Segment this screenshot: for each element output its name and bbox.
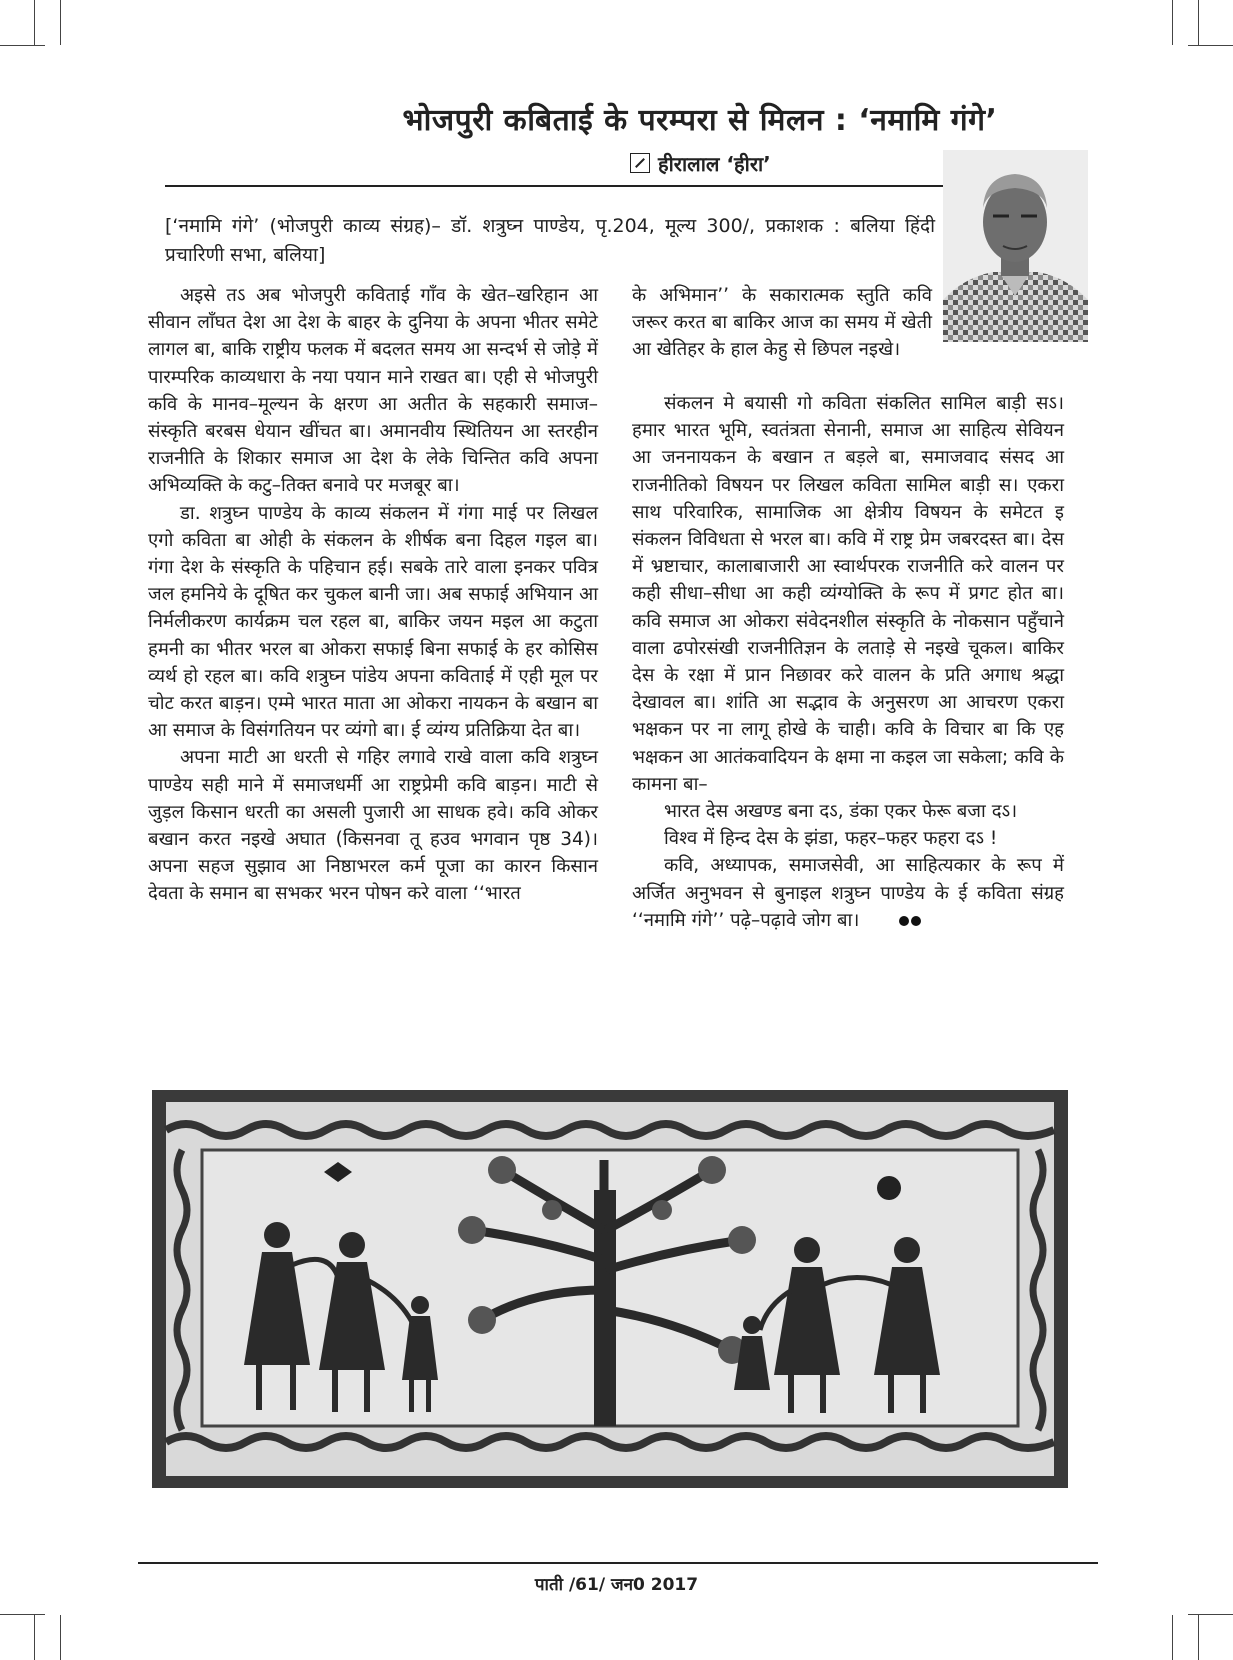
paragraph: अपना माटी आ धरती से गहिर लगावे राखे वाला कवि शत्रुघ्न पाण्डेय सही माने में समाजधर्मी आ राष्ट्रप्रेमी कवि बाड़न। माटी से जुड़ल किसान धरती का असली पुजारी आ साधक हवे। कवि ओकर बखान करत नइखे अघात (किसनवा तू हउव भगवान पृष्ठ 34)। अपना सहज सुझाव आ निष्ठाभरल कर्म पूजा का कारन किसान देवता के समान बा सभकर भरन पोषन करे वाला ‘‘भारत (148, 747, 598, 905)
page-footer: पाती /61/ जन0 2017 (534, 1575, 699, 1595)
crop-mark (0, 1614, 45, 1615)
column-left (148, 282, 598, 908)
crop-mark (1172, 0, 1173, 45)
closing-paragraph: कवि, अध्यापक, समाजसेवी, आ साहित्यकार के रूप में अर्जित अनुभवन से बुनाइल शत्रुघ्न पाण्डेय के ई कविता संग्रह ‘‘नमामि गंगे’’ पढ़े–पढ़ावे जोग बा। (632, 855, 1064, 931)
crop-mark (34, 1615, 35, 1660)
crop-mark (1188, 1614, 1233, 1615)
paragraph: डा. शत्रुघ्न पाण्डेय के काव्य संकलन में गंगा माई पर लिखल एगो कविता बा ओही के संकलन के शीर्षक बना दिहल गइल बा। गंगा देश के संस्कृति के पहिचान हई। सबके तारे वाला इनकर पवित्र जल हमनिये के दूषित कर चुकल बानी जा। अब सफाई अभियान आ निर्मलीकरण कार्यक्रम चल रहल बा, बाकिर जयन मइल आ कटुता हमनी का भीतर भरल बा ओकरा सफाई बिना सफाई के हर कोसिस व्यर्थ हो रहल बा। कवि शत्रुघ्न पांडेय अपना कविताई में एही मूल पर चोट करत बाड़न। एम्मे भारत माता आ ओकरा नायकन के बखान बा आ समाज के विसंगतियन पर व्यंगो बा। ई व्यंग्य प्रतिक्रिया देत बा। (148, 502, 598, 742)
pen-icon (630, 153, 650, 173)
verse-line: विश्व में हिन्द देस के झंडा, फहर–फहर फहरा दऽ ! (664, 828, 998, 850)
crop-mark (1198, 1615, 1199, 1660)
author-byline (630, 150, 771, 177)
end-mark (865, 907, 921, 934)
crop-mark (1198, 0, 1199, 45)
crop-mark (0, 45, 45, 46)
crop-mark (1172, 1615, 1173, 1660)
article-title: भोजपुरी कबिताई के परम्परा से मिलन : ‘नमामि गंगे’ (402, 103, 998, 138)
footer-rule (138, 1562, 1098, 1564)
title-rule (165, 185, 943, 187)
crop-mark (60, 1615, 61, 1660)
verse-line: भारत देस अखण्ड बना दऽ, डंका एकर फेरू बजा दऽ। (664, 801, 1018, 823)
crop-mark (34, 0, 35, 45)
crop-mark (60, 0, 61, 45)
author-name: हीरालाल ‘हीरा’ (658, 152, 771, 176)
paragraph: अइसे तऽ अब भोजपुरी कविताई गाँव के खेत–खरिहान आ सीवान लाँघत देश आ देश के बाहर के दुनिया के अपना भीतर समेटे लागल बा, बाकि राष्ट्रीय फलक में बदलत समय आ सन्दर्भ से जोड़े में पारम्परिक काव्यधारा के नया पयान माने राखत बा। एही से भोजपुरी कवि के मानव–मूल्यन के क्षरण आ अतीत के सहकारी समाज–संस्कृति बरबस धेयान खींचत बा। अमानवीय स्थितियन आ स्तरहीन राजनीति के शिकार समाज आ देश के लेके चिन्तित कवि अपना अभिव्यक्ति के कटु–तिक्त बनावे पर मजबूर बा। (148, 285, 598, 497)
paragraph (632, 852, 1064, 934)
book-info: [‘नमामि गंगे’ (भोजपुरी काव्य संग्रह)– डॉ. शत्रुघ्न पाण्डेय, पृ.204, मूल्य 300/, प्रकाशक : बलिया हिंदी प्रचारिणी सभा, बलिया] (165, 215, 935, 266)
folk-art-illustration (152, 1090, 1068, 1488)
author-photo (943, 150, 1088, 342)
paragraph: संकलन मे बयासी गो कविता संकलित सामिल बाड़ी सऽ। हमार भारत भूमि, स्वतंत्रता सेनानी, समाज आ साहित्य सेवियन आ जननायकन के बखान त बड़ले बा, समाजवाद संसद आ राजनीतिको विषयन पर लिखल कविता सामिल बाड़ी स। एकरा साथ परिवारिक, सामाजिक आ क्षेत्रीय विषयन के समेटत इ संकलन विविधता से भरल बा। कवि में राष्ट्र प्रेम जबरदस्त बा। देस में भ्रष्टाचार, कालाबाजारी आ स्वार्थपरक राजनीति करे वालन पर कही सीधा–सीधा आ कही व्यंग्योक्ति के रूप में प्रगट होत बा। कवि समाज आ ओकरा संवेदनशील संस्कृति के नोकसान पहुँचाने वाला ढपोरसंखी राजनीतिज्ञन के लताड़े से नइखे चूकल। बाकिर देस के रक्षा में प्रान निछावर करे वालन के प्रति अगाध श्रद्धा देखावल बा। शांति आ सद्भाव के अनुसरण आ आचरण एकरा भक्षकन पर ना लागू होखे के चाही। कवि के विचार बा कि एह भक्षकन आ आतंकवादियन के क्षमा ना कइल जा सकेला; कवि के कामना बा– (632, 393, 1064, 795)
column-right (632, 390, 1064, 934)
paragraph: के अभिमान’’ के सकारात्मक स्तुति कवि जरूर करत बा बाकिर आज का समय में खेती आ खेतिहर के हाल केहु से छिपल नइखे। (632, 285, 932, 361)
crop-mark (1188, 45, 1233, 46)
column-right-top (632, 282, 932, 364)
